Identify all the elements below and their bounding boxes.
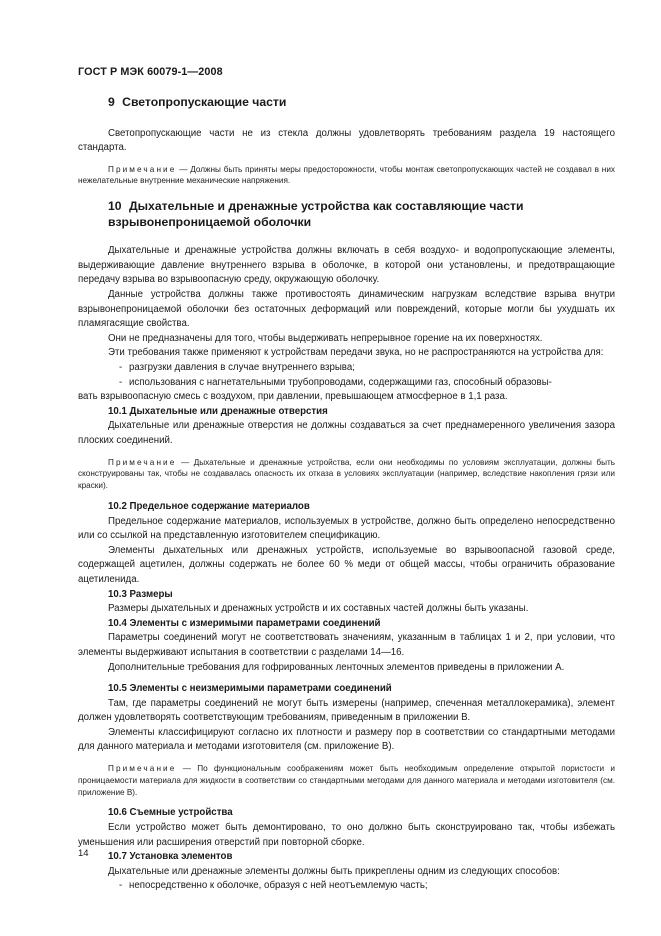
subsection-10-5-note [78,763,615,798]
section-9-heading [108,95,615,111]
subsection-10-1-paragraph: Дыхательные или дренажные отверстия не должны создаваться за счет преднамеренного увеличения зазора плоских соединений. [78,420,615,446]
subsection-10-5-paragraph-2: Элементы классифицируют согласно их плотности и размеру пор в соответствии со стандартными методами для данного материала и методами изготовителя (см. приложение В). [78,726,615,753]
subsection-10-3-paragraph: Размеры дыхательных и дренажных устройств и их составных частей должны быть указаны. [108,603,529,615]
subsection-10-1-title: 10.1 Дыхательные или дренажные отверстия [108,405,328,417]
section-9-number: 9 [108,95,115,109]
subsection-10-2-paragraph-2: Элементы дыхательных или дренажных устройств, используемые во взрывоопасной газовой среде, содержащей ацетилен, должны содержать не более 60 % меди от общей массы, чтобы ограничить образование ацетиленида. [78,544,615,585]
note-text: — Дыхательные и дренажные устройства, если они необходимы по условиям эксплуатации, должны быть сконструированы так, чтобы не создавалась опасность их отказа в условиях эксплуатации (например, вследствие накопления грязи или краски). [78,457,615,491]
note-text: — Должны быть приняты меры предосторожности, чтобы монтаж светопропускающих частей не создавал в них нежелательные внутренние механические напряжения. [78,164,615,186]
section-10-heading [108,199,615,230]
subsection-10-4-paragraph-2: Дополнительные требования для гофрированных ленточных элементов приведены в приложении А. [108,661,565,673]
subsection-10-6-paragraph: Если устройство может быть демонтировано, то оно должно быть сконструировано так, чтобы избежать уменьшения или расширения отверстий при повторной сборке. [78,822,615,848]
subsection-10-2-paragraph-1: Предельное содержание материалов, используемых в устройстве, должно быть определено непосредственно или со ссылкой на представленную изготовителем спецификацию. [78,515,615,542]
page-number: 14 [78,848,89,859]
list-item: - использования с нагнетательными трубопроводами, содержащими газ, способный образовы- [78,376,615,391]
list-item-text: использования с нагнетательными трубопроводами, содержащими газ, способный образовы- [129,376,552,388]
section-9-title: Светопропускающие части [122,95,287,109]
section-10-title-line2: взрывонепроницаемой оболочки [108,214,312,229]
section-10-paragraph-4: Эти требования также применяют к устройствам передачи звука, но не распространяются на устройства для: [108,347,604,359]
subsection-10-5-paragraph-1: Там, где параметры соединений не могут быть измерены (например, спеченная металлокерамика), элемент должен удовлетворять соответствующим требованиям, приведенным в приложении В. [78,697,615,724]
list-item: - непосредственно к оболочке, образуя с ней неотъемлемую часть; [78,879,615,894]
document-body [78,89,615,894]
section-10-number: 10 [108,199,122,214]
section-9-paragraph: Светопропускающие части не из стекла должны удовлетворять требованиям раздела 19 настоящего стандарта. [78,127,615,154]
subsection-10-3-title: 10.3 Размеры [108,588,173,600]
list-item-text: непосредственно к оболочке, образуя с ней неотъемлемую часть; [129,880,428,892]
subsection-10-7-paragraph: Дыхательные или дренажные элементы должны быть прикреплены одним из следующих способов: [108,865,560,877]
subsection-10-1-note [78,457,615,492]
subsection-10-6-title: 10.6 Съемные устройства [108,807,233,819]
subsection-10-2-title: 10.2 Предельное содержание материалов [108,500,310,512]
list-item-continuation: вать взрывоопасную смесь с воздухом, при давлении, превышающем атмосферное в 1,1 раза. [78,391,508,403]
subsection-10-4-paragraph-1: Параметры соединений могут не соответствовать значениям, указанным в таблицах 1 и 2, при условии, что элементы выдерживают испытания в соответствии с разделами 14—16. [78,632,615,658]
list-item: - разгрузки давления в случае внутреннего взрыва; [78,361,615,376]
document-header: ГОСТ Р МЭК 60079-1—2008 [78,66,223,78]
note-label: Примечание [108,764,177,774]
section-10-paragraph-2: Данные устройства должны также противостоять динамическим нагрузкам вследствие взрыва внутри взрывонепроницаемой оболочки без остаточных деформаций или повреждений, которые могли бы ухудшать их пламягасящие свойства. [78,289,615,330]
section-10-paragraph-3: Они не предназначены для того, чтобы выдерживать непрерывное горение на их поверхностях. [108,332,543,344]
subsection-10-4-title: 10.4 Элементы с измеримыми параметрами соединений [108,617,381,629]
list-item-text: разгрузки давления в случае внутреннего взрыва; [129,362,355,374]
note-text: — По функциональным соображениям может быть необходимым определение открытой пористости и проницаемости материала для жидкости в соответствии со стандартными методами для данного материала и методами изготовителя (см. приложение В). [78,764,615,797]
note-label: Примечание [108,164,177,174]
section-10-title-line1: Дыхательные и дренажные устройства как составляющие части [128,199,524,214]
subsection-10-7-title: 10.7 Установка элементов [108,851,233,863]
note-label: Примечание [108,457,177,467]
subsection-10-5-title: 10.5 Элементы с неизмеримыми параметрами соединений [108,683,392,695]
section-9-note [78,164,615,188]
section-10-paragraph-1: Дыхательные и дренажные устройства должны включать в себя воздухо- и водопропускающие элементы, выдерживающие давление внутреннего взрыва в оболочке, в которой они установлены, и предотвращающие передачу взрыва во взрывоопасную среду, окружающую оболочку. [78,245,615,286]
